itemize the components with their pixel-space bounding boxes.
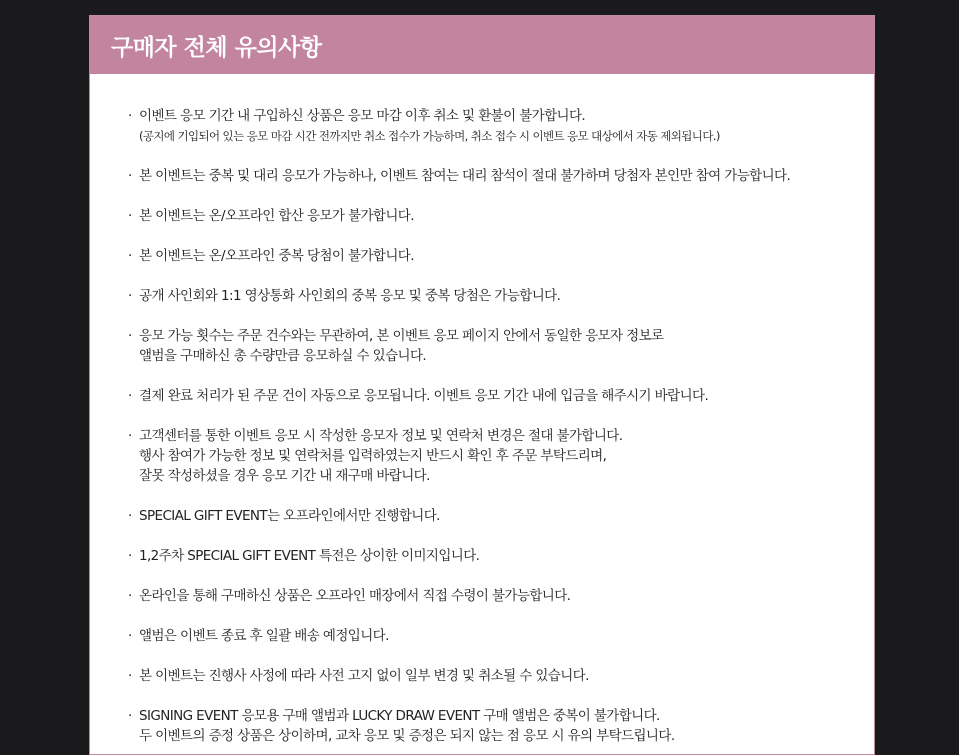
notice-text: 1,2주차 SPECIAL GIFT EVENT 특전은 상이한 이미지입니다.	[139, 548, 480, 564]
bullet-mark: ·	[128, 108, 132, 124]
notice-text: 본 이벤트는 온/오프라인 중복 당첨이 불가합니다.	[139, 248, 414, 264]
notice-text: 본 이벤트는 진행사 사정에 따라 사전 고지 없이 일부 변경 및 취소될 수 있습니다.	[139, 668, 589, 684]
bullet-mark: ·	[128, 588, 132, 604]
notice-text: 고객센터를 통한 이벤트 응모 시 작성한 응모자 정보 및 연락처 변경은 절대 불가합니다.	[139, 428, 623, 444]
bullet-mark: ·	[128, 428, 132, 444]
notice-item	[128, 666, 868, 686]
bullet-mark: ·	[128, 548, 132, 564]
notice-text: 이벤트 응모 기간 내 구입하신 상품은 응모 마감 이후 취소 및 환불이 불가합니다.	[139, 108, 586, 124]
notice-item	[128, 286, 868, 306]
notice-item	[128, 106, 868, 146]
notice-subtext: (공지에 기입되어 있는 응모 마감 시간 전까지만 취소 접수가 가능하며, 취소 접수 시 이벤트 응모 대상에서 자동 제외됩니다.)	[139, 129, 720, 143]
notice-text: SIGNING EVENT 응모용 구매 앨범과 LUCKY DRAW EVENT 구매 앨범은 중복이 불가합니다.	[139, 708, 660, 724]
notice-text: 잘못 작성하셨을 경우 응모 기간 내 재구매 바랍니다.	[139, 468, 430, 484]
notice-item	[128, 586, 868, 606]
notice-text: SPECIAL GIFT EVENT는 오프라인에서만 진행합니다.	[139, 508, 440, 524]
notice-item	[128, 506, 868, 526]
bullet-mark: ·	[128, 288, 132, 304]
notice-item	[128, 166, 868, 186]
bullet-mark: ·	[128, 208, 132, 224]
notice-text: 온라인을 통해 구매하신 상품은 오프라인 매장에서 직접 수령이 불가능합니다.	[139, 588, 571, 604]
notice-text: 본 이벤트는 중복 및 대리 응모가 가능하나, 이벤트 참여는 대리 참석이 절대 불가하며 당첨자 본인만 참여 가능합니다.	[139, 168, 791, 184]
notice-item	[128, 386, 868, 406]
notice-text: 결제 완료 처리가 된 주문 건이 자동으로 응모됩니다. 이벤트 응모 기간 내에 입금을 해주시기 바랍니다.	[139, 388, 709, 404]
notice-text: 앨범은 이벤트 종료 후 일괄 배송 예정입니다.	[139, 628, 389, 644]
bullet-mark: ·	[128, 508, 132, 524]
notice-text: 앨범을 구매하신 총 수량만큼 응모하실 수 있습니다.	[139, 348, 427, 364]
bullet-mark: ·	[128, 248, 132, 264]
bullet-mark: ·	[128, 668, 132, 684]
bullet-mark: ·	[128, 708, 132, 724]
notice-text: 공개 사인회와 1:1 영상통화 사인회의 중복 응모 및 중복 당첨은 가능합니다.	[139, 288, 561, 304]
card-header	[90, 16, 874, 74]
page-title: 구매자 전체 유의사항	[111, 34, 322, 61]
bullet-mark: ·	[128, 328, 132, 344]
notice-card	[89, 15, 875, 755]
notice-item	[128, 206, 868, 226]
notice-item	[128, 626, 868, 646]
notice-item	[128, 246, 868, 266]
notice-item	[128, 426, 868, 486]
bullet-mark: ·	[128, 388, 132, 404]
notice-text: 행사 참여가 가능한 정보 및 연락처를 입력하였는지 반드시 확인 후 주문 부탁드리며,	[139, 448, 607, 464]
notice-text: 응모 가능 횟수는 주문 건수와는 무관하여, 본 이벤트 응모 페이지 안에서 동일한 응모자 정보로	[139, 328, 664, 344]
notice-text: 본 이벤트는 온/오프라인 합산 응모가 불가합니다.	[139, 208, 414, 224]
notice-item	[128, 546, 868, 566]
notice-item	[128, 326, 868, 366]
notice-item	[128, 706, 868, 746]
bullet-mark: ·	[128, 628, 132, 644]
bullet-mark: ·	[128, 168, 132, 184]
notice-text: 두 이벤트의 증정 상품은 상이하며, 교차 응모 및 증정은 되지 않는 점 응모 시 유의 부탁드립니다.	[139, 728, 675, 744]
